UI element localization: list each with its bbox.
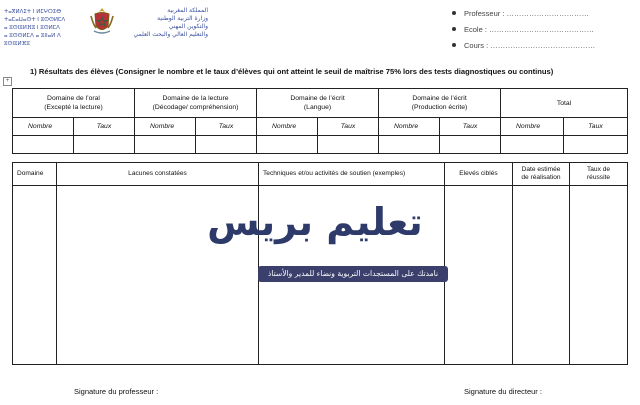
table-subheader-row <box>13 118 628 136</box>
nombre-label: Nombre <box>501 118 564 136</box>
table-cell[interactable] <box>318 136 379 154</box>
domain-ecrit-production-cell: Domaine de l’écrit (Production écrite) <box>379 89 501 118</box>
table-cell[interactable] <box>440 136 501 154</box>
arabic-line: والتعليم العالي والبحث العلمي <box>133 31 208 38</box>
watermark-title: تعليم بريس <box>207 200 423 244</box>
info-block <box>452 5 632 53</box>
taux-label: Taux <box>74 118 135 136</box>
table-header-row <box>13 163 628 186</box>
lacunes-header: Lacunes constatées <box>57 163 259 186</box>
amazigh-line: ⵜⴰⵎⴰⵡⴰⵙⵜ ⵏ ⵓⵙⵙⵍⵎⴷ <box>4 17 66 23</box>
signature-directeur: Signature du directeur : <box>464 387 542 396</box>
domain-ecrit-langue-cell: Domaine de l’écrit (Langue) <box>257 89 379 118</box>
table-move-handle-icon[interactable]: + <box>3 77 12 86</box>
royal-crest-icon <box>88 6 116 36</box>
table-header-row <box>13 89 628 118</box>
signature-professeur: Signature du professeur : <box>74 387 159 396</box>
amazigh-line: ⴰ ⵓⵙⵏⵓⵍⴼⵓ ⵏ ⵓⵙⵍⵎⴷ <box>4 25 60 31</box>
info-row-ecole <box>452 21 632 37</box>
arabic-line: وزارة التربية الوطنية <box>157 15 208 22</box>
taux-label: Taux <box>318 118 379 136</box>
info-row-cours <box>452 37 632 53</box>
nombre-label: Nombre <box>257 118 318 136</box>
cours-field[interactable]: Cours : …………………………………… <box>464 40 596 50</box>
table-cell[interactable] <box>74 136 135 154</box>
arabic-line: المملكة المغربية <box>167 7 208 14</box>
taux-reussite-header: Taux de réussite <box>570 163 628 186</box>
bullet-icon <box>452 27 456 31</box>
domain-oral-cell: Domaine de l’oral (Excepté la lecture) <box>13 89 135 118</box>
table-cell[interactable] <box>501 136 564 154</box>
bullet-icon <box>452 11 456 15</box>
table-cell[interactable] <box>513 186 570 365</box>
table-cell[interactable] <box>13 136 74 154</box>
table-cell[interactable] <box>13 186 57 365</box>
taux-label: Taux <box>564 118 628 136</box>
taux-label: Taux <box>440 118 501 136</box>
amazigh-header <box>4 8 86 48</box>
table-cell[interactable] <box>257 136 318 154</box>
table-cell[interactable] <box>379 136 440 154</box>
table-cell[interactable] <box>196 136 257 154</box>
table-cell[interactable] <box>445 186 513 365</box>
table-cell[interactable] <box>135 136 196 154</box>
arabic-header <box>116 7 208 39</box>
domaine-header: Domaine <box>13 163 57 186</box>
nombre-label: Nombre <box>379 118 440 136</box>
professeur-field[interactable]: Professeur : …………………………… <box>464 8 590 18</box>
info-row-professeur <box>452 5 632 21</box>
ecole-field[interactable]: Ecole : …………………………………… <box>464 24 595 34</box>
amazigh-line: ⵜⴰⴳⵍⴷⵉⵜ ⵏ ⵍⵎⵖⵔⵉⴱ <box>4 9 62 15</box>
total-cell: Total <box>501 89 628 118</box>
nombre-label: Nombre <box>13 118 74 136</box>
date-header: Date estimée de réalisation <box>513 163 570 186</box>
eleves-header: Elevés ciblés <box>445 163 513 186</box>
table-cell[interactable] <box>564 136 628 154</box>
watermark-tagline: نامدتك على المستجدات التربوية ونضاء للمدير والأستاذ والتلميذ <box>258 266 448 282</box>
taux-label: Taux <box>196 118 257 136</box>
watermark <box>180 200 450 294</box>
nombre-label: Nombre <box>135 118 196 136</box>
techniques-header: Techniques et/ou activités de soutien (exemples) <box>259 163 445 186</box>
amazigh-line: ⴰ ⵓⵙⵙⵍⵎⴷ ⴰ ⵓⵏⵏⴰⵍ ⴷ ⵓⵙⵏⵓⵍⴼⵓ <box>4 33 61 47</box>
bullet-icon <box>452 43 456 47</box>
table-row <box>13 136 628 154</box>
results-table <box>12 88 628 154</box>
table-cell[interactable] <box>570 186 628 365</box>
domain-lecture-cell: Domaine de la lecture (Décodage/ compréhension) <box>135 89 257 118</box>
arabic-line: والتكوين المهني <box>168 23 208 30</box>
section-heading: 1) Résultats des élèves (Consigner le nombre et le taux d’élèves qui ont atteint le seuil de maîtrise 75% lors des tests diagnostiques ou continus) <box>30 67 554 76</box>
